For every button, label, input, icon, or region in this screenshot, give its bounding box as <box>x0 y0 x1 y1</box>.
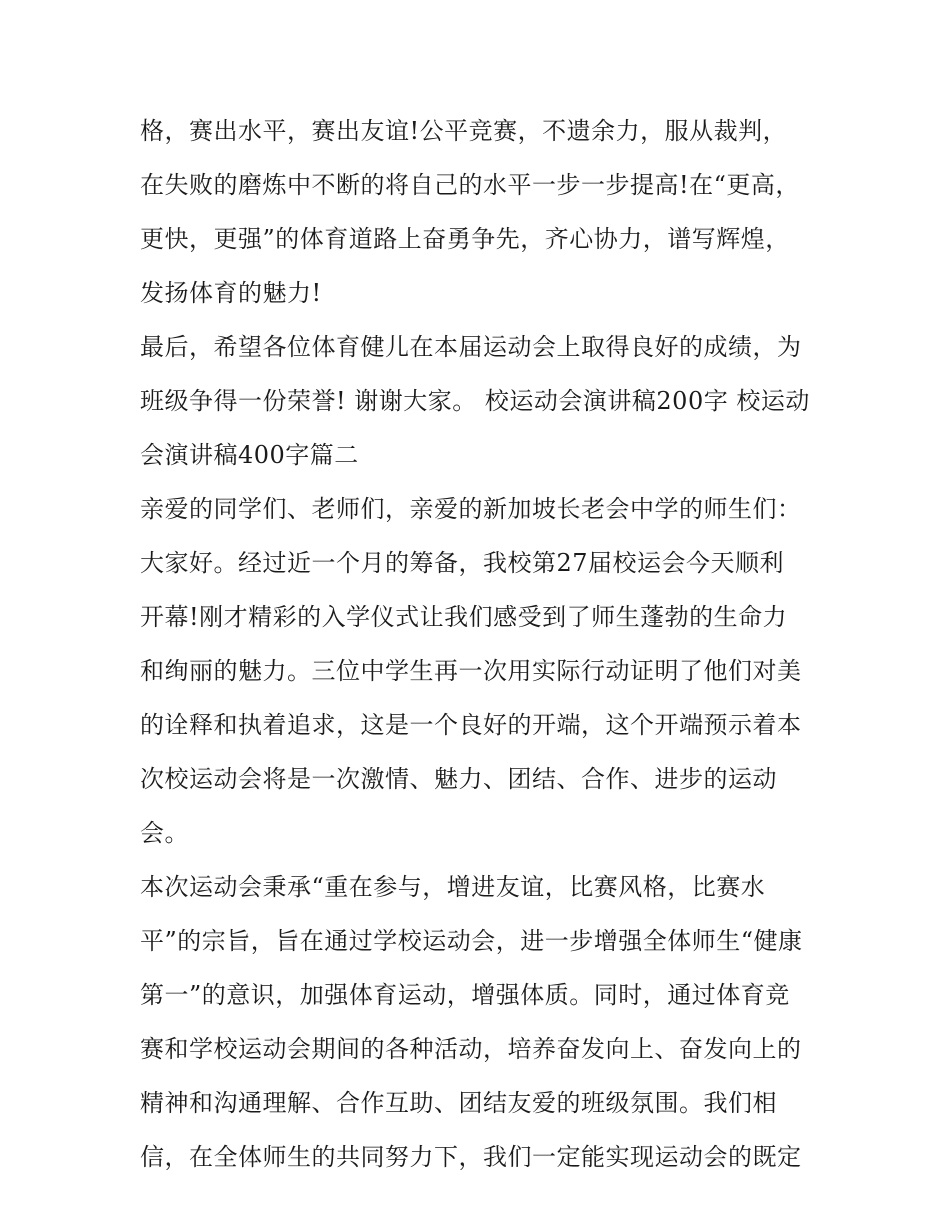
text-line: 精神和沟通理解、合作互助、团结友爱的班级氛围。我们相 <box>140 1089 777 1117</box>
text-line: 本次运动会秉承“重在参与，增进友谊，比赛风格，比赛水 <box>140 873 766 901</box>
text-line: 更快，更强”的体育道路上奋勇争先，齐心协力，谱写辉煌， <box>140 225 790 253</box>
text-line: 格，赛出水平，赛出友谊!公平竞赛，不遗余力，服从裁判， <box>140 117 788 145</box>
text-line: 在失败的磨炼中不断的将自己的水平一步一步提高!在“更高， <box>140 171 800 199</box>
text-line: 的诠释和执着追求，这是一个良好的开端，这个开端预示着本 <box>140 711 802 739</box>
text-line: 班级争得一份荣誉! 谢谢大家。 校运动会演讲稿200字 校运动 <box>140 387 810 415</box>
text-line: 最后，希望各位体育健儿在本届运动会上取得良好的成绩，为 <box>140 333 802 361</box>
text-line: 大家好。经过近一个月的筹备，我校第27届校运会今天顺利 <box>140 549 785 577</box>
text-line: 信，在全体师生的共同努力下，我们一定能实现运动会的既定 <box>140 1143 802 1171</box>
text-line: 亲爱的同学们、老师们，亲爱的新加坡长老会中学的师生们： <box>140 495 802 523</box>
text-line: 次校运动会将是一次激情、魅力、团结、合作、进步的运动 <box>140 765 777 793</box>
text-line: 赛和学校运动会期间的各种活动，培养奋发向上、奋发向上的 <box>140 1035 802 1063</box>
text-line: 会。 <box>140 819 189 847</box>
text-line: 开幕!刚才精彩的入学仪式让我们感受到了师生蓬勃的生命力 <box>140 603 788 631</box>
text-line: 发扬体育的魅力! <box>140 279 322 307</box>
text-line: 和绚丽的魅力。三位中学生再一次用实际行动证明了他们对美 <box>140 657 802 685</box>
text-line: 平”的宗旨，旨在通过学校运动会，进一步增强全体师生“健康 <box>140 927 803 955</box>
document-body <box>140 104 820 1184</box>
text-line: 第一”的意识，加强体育运动，增强体质。同时，通过体育竞 <box>140 981 790 1009</box>
text-line: 会演讲稿400字篇二 <box>140 441 359 469</box>
